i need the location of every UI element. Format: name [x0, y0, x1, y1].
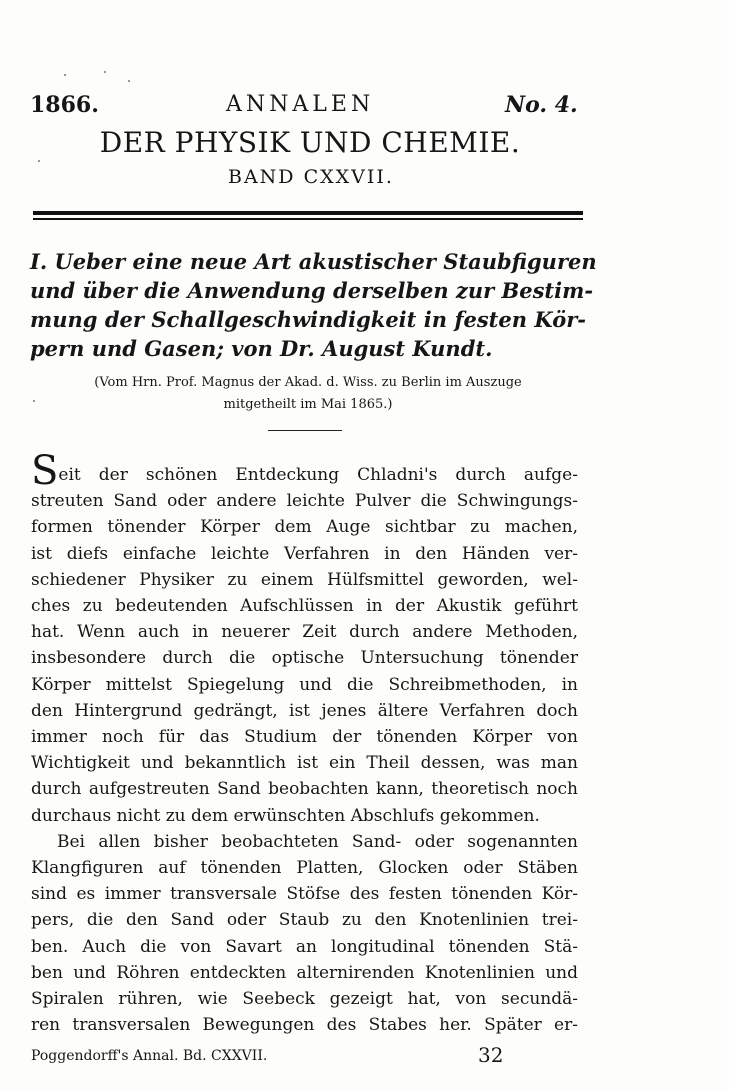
- body-line: den Hintergrund gedrängt, ist jenes ältere Verfahren doch: [31, 700, 578, 721]
- body-line: streuten Sand oder andere leichte Pulver die Schwingungs-: [31, 491, 578, 512]
- article-title-line: und über die Anwendung derselben zur Bestim-: [30, 278, 594, 303]
- body-line: sind es immer transversale Stöfse des festen tönenden Kör-: [31, 884, 578, 905]
- body-line-text: eit der schönen Entdeckung Chladni's durch aufge-: [58, 465, 578, 485]
- header-rule-thin: [33, 218, 583, 220]
- body-line: ren transversalen Bewegungen des Stabes her. Später er-: [31, 1015, 578, 1036]
- header-rule-thick: [33, 211, 583, 215]
- body-line: [31, 448, 578, 494]
- footer-source: Poggendorff's Annal. Bd. CXXVII.: [31, 1048, 268, 1064]
- header-year: 1866.: [30, 92, 99, 118]
- article-subtitle-line: mitgetheilt im Mai 1865.): [223, 397, 393, 412]
- article-title-line: I. Ueber eine neue Art akustischer Staubfiguren: [30, 249, 597, 274]
- article-title-line: mung der Schallgeschwindigkeit in festen Kör-: [30, 307, 586, 332]
- body-line: Spiralen rühren, wie Seebeck gezeigt hat, von secundä-: [31, 989, 578, 1010]
- body-line: schiedener Physiker zu einem Hülfsmittel geworden, wel-: [31, 569, 578, 590]
- volume-label: BAND CXXVII.: [228, 166, 394, 188]
- print-speck: [104, 71, 106, 73]
- article-title: [30, 247, 597, 363]
- footer-signature: 32: [478, 1043, 504, 1067]
- body-line: hat. Wenn auch in neuerer Zeit durch andere Methoden,: [31, 622, 578, 643]
- print-speck: [38, 160, 40, 162]
- print-speck: [128, 80, 130, 82]
- body-line: pers, die den Sand oder Staub zu den Knotenlinien trei-: [31, 910, 578, 931]
- print-speck: [33, 400, 35, 402]
- body-line: formen tönender Körper dem Auge sichtbar zu machen,: [31, 517, 578, 538]
- drop-cap: S: [31, 448, 59, 494]
- body-line: Bei allen bisher beobachteten Sand- oder sogenannten: [57, 831, 578, 852]
- article-subtitle-line: (Vom Hrn. Prof. Magnus der Akad. d. Wiss. zu Berlin im Auszuge: [94, 375, 522, 390]
- journal-title: DER PHYSIK UND CHEMIE.: [99, 126, 521, 159]
- body-line: Wichtigkeit und bekanntlich ist ein Theil dessen, was man: [31, 753, 578, 774]
- body-line: ben. Auch die von Savart an longitudinal tönenden Stä-: [31, 936, 578, 957]
- print-speck: [64, 74, 66, 76]
- body-line: Klangfiguren auf tönenden Platten, Glocken oder Stäben: [31, 858, 578, 879]
- article-subtitle: [30, 372, 586, 416]
- header-issue-number: No. 4.: [505, 92, 578, 118]
- section-divider: [268, 430, 342, 431]
- body-line: durch aufgestreuten Sand beobachten kann, theoretisch noch: [31, 779, 578, 800]
- article-title-line: pern und Gasen; von Dr. August Kundt.: [30, 336, 493, 361]
- header-journal-word: ANNALEN: [226, 92, 375, 117]
- body-line: insbesondere durch die optische Untersuchung tönender: [31, 648, 578, 669]
- article-body: [31, 448, 578, 1038]
- body-line: ches zu bedeutenden Aufschlüssen in der Akustik geführt: [31, 596, 578, 617]
- body-line: ist diefs einfache leichte Verfahren in den Händen ver-: [31, 543, 578, 564]
- body-line: immer noch für das Studium der tönenden Körper von: [31, 727, 578, 748]
- body-line: durchaus nicht zu dem erwünschten Abschlufs gekommen.: [31, 805, 540, 826]
- body-line: Körper mittelst Spiegelung und die Schreibmethoden, in: [31, 674, 578, 695]
- body-line: ben und Röhren entdeckten alternirenden Knotenlinien und: [31, 962, 578, 983]
